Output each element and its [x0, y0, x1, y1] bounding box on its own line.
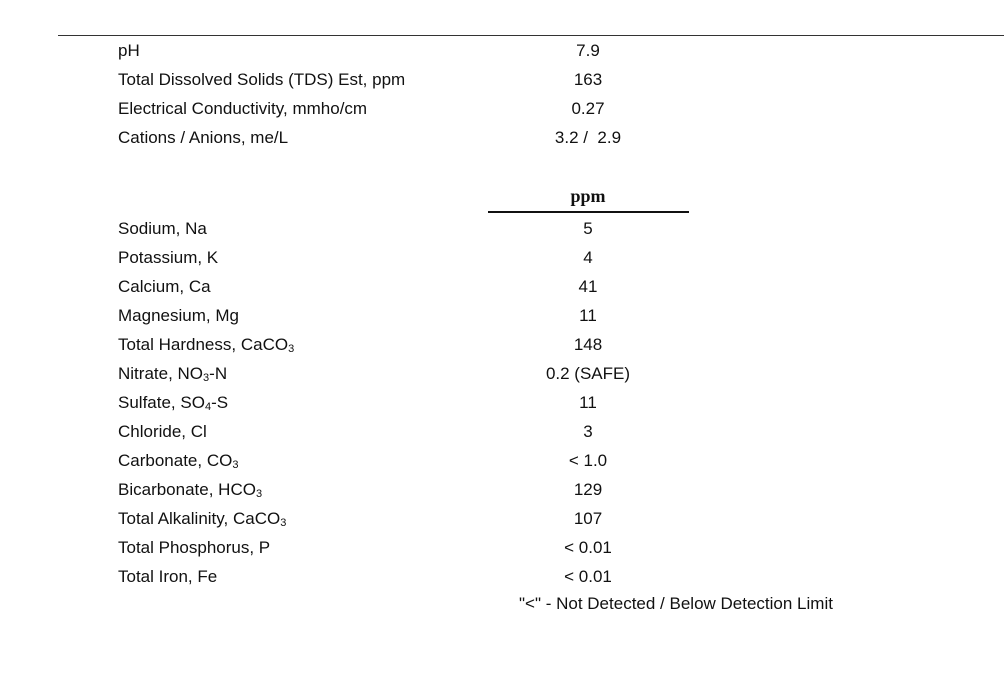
label-subscript: 3 [232, 459, 239, 471]
row-value: 0.27 [571, 99, 605, 118]
row-value: 163 [573, 70, 603, 89]
ion-row-total-phosphorus [0, 537, 1004, 559]
row-label [118, 508, 286, 532]
ion-row-nitrate [0, 363, 1004, 385]
ion-row-carbonate [0, 450, 1004, 472]
label-subscript: 3 [255, 488, 263, 500]
row-value: 11 [579, 393, 597, 412]
label-tail: -S [211, 393, 229, 412]
row-value: 11 [579, 306, 597, 325]
ion-row-total-hardness [0, 334, 1004, 356]
row-label: Cations / Anions, me/L [118, 128, 289, 147]
summary-row-tds [0, 69, 1004, 91]
row-label: Total Phosphorus, P [118, 538, 271, 557]
row-value: 107 [573, 509, 603, 528]
label-main: Total Hardness, CaCO [118, 335, 289, 354]
row-label: Magnesium, Mg [118, 306, 239, 325]
summary-row-ph [0, 40, 1004, 62]
row-value: 148 [573, 335, 603, 354]
row-value: < 1.0 [568, 451, 608, 470]
row-label: pH [118, 41, 140, 60]
row-label: Calcium, Ca [118, 277, 211, 296]
top-divider [58, 35, 1004, 36]
row-value: 3.2 / 2.9 [554, 128, 622, 147]
row-label: Electrical Conductivity, mmho/cm [118, 99, 368, 118]
label-main: Bicarbonate, HCO [118, 480, 256, 499]
label-main: Nitrate, NO [118, 364, 204, 383]
label-main: Sulfate, SO [118, 393, 205, 412]
ion-row-calcium [0, 276, 1004, 298]
row-label: Total Dissolved Solids (TDS) Est, ppm [118, 70, 406, 89]
ion-row-magnesium [0, 305, 1004, 327]
row-value: 0.2 (SAFE) [545, 364, 631, 383]
row-value: 4 [583, 248, 593, 267]
label-main: Carbonate, CO [118, 451, 233, 470]
row-value: < 0.01 [564, 538, 612, 557]
row-value: 3 [583, 422, 593, 441]
ion-row-total-alkalinity [0, 508, 1004, 530]
label-subscript: 3 [280, 517, 287, 529]
label-subscript: 4 [204, 401, 212, 413]
row-label: Total Iron, Fe [118, 567, 218, 586]
row-label [118, 450, 238, 474]
ion-row-potassium [0, 247, 1004, 269]
ppm-column-header: ppm [570, 186, 606, 206]
ion-row-sulfate [0, 392, 1004, 414]
ion-row-total-iron [0, 566, 1004, 588]
row-value: 7.9 [576, 41, 600, 60]
ion-row-sodium [0, 218, 1004, 240]
row-value: 129 [573, 480, 603, 499]
ppm-header-underline [488, 211, 689, 213]
label-main: Total Alkalinity, CaCO [118, 509, 281, 528]
label-tail: -N [209, 364, 228, 383]
row-label: Sodium, Na [118, 219, 207, 238]
ion-row-bicarbonate [0, 479, 1004, 501]
summary-row-conductivity [0, 98, 1004, 120]
row-label: Potassium, K [118, 248, 219, 267]
summary-row-cations-anions [0, 127, 1004, 149]
row-label [118, 392, 228, 416]
row-label: Chloride, Cl [118, 422, 207, 441]
label-subscript: 3 [203, 372, 210, 384]
row-label [118, 479, 262, 503]
row-label [118, 363, 227, 387]
row-value: < 0.01 [564, 567, 612, 586]
row-value: 5 [583, 219, 593, 238]
row-value: 41 [578, 277, 598, 296]
ion-row-chloride [0, 421, 1004, 443]
row-label [118, 334, 294, 358]
detection-limit-footnote: "<" - Not Detected / Below Detection Limit [519, 594, 833, 613]
label-subscript: 3 [288, 343, 295, 355]
